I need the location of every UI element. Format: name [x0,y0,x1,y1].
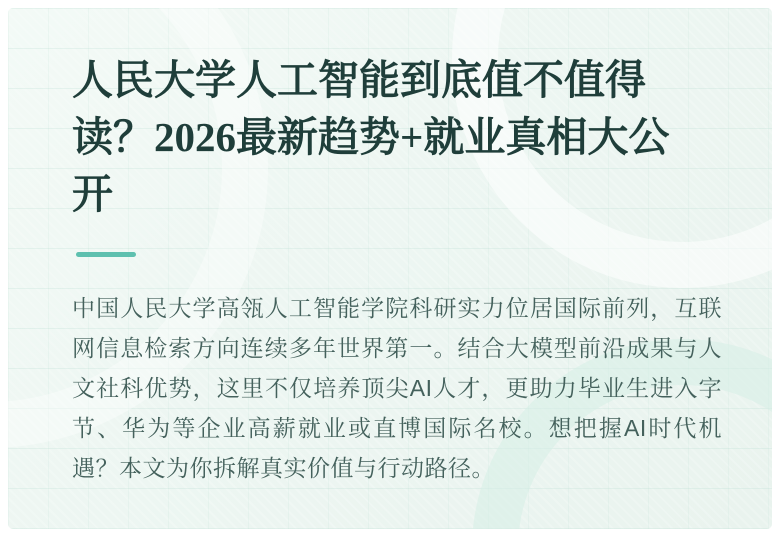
article-card [8,8,772,529]
title-divider [76,252,136,257]
article-content [72,52,732,488]
article-intro-paragraph: 中国人民大学高瓴人工智能学院科研实力位居国际前列，互联网信息检索方向连续多年世界第一。结合大模型前沿成果与人文社科优势，这里不仅培养顶尖AI人才，更助力毕业生进入字节、华为等企业高薪就业或直博国际名校。想把握AI时代机遇？本文为你拆解真实价值与行动路径。 [72,295,722,481]
article-title: 人民大学人工智能到底值不值得读？2026最新趋势+就业真相大公开 [72,57,670,217]
